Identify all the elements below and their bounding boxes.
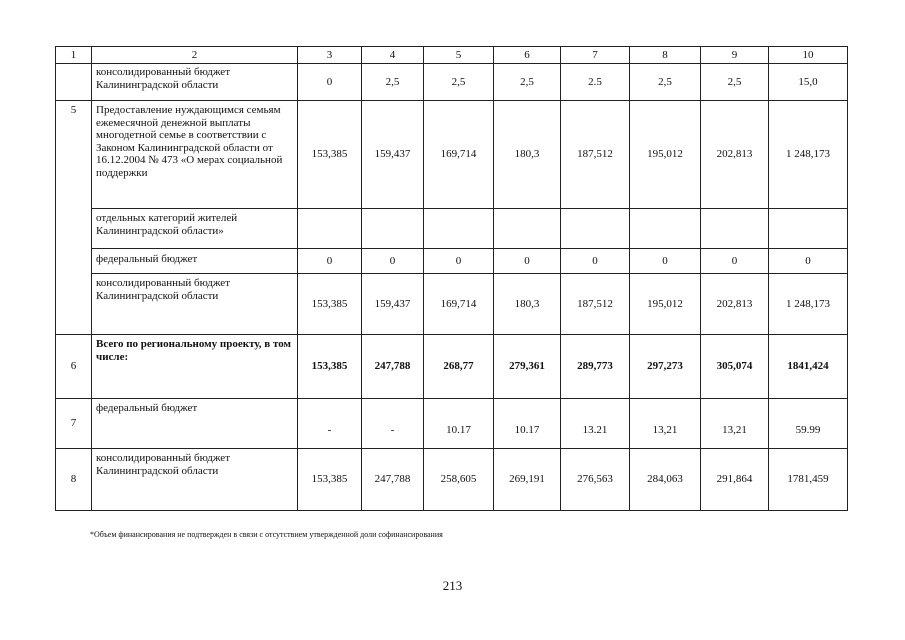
value-cell: 202,813 <box>701 274 769 335</box>
table-row <box>56 209 848 249</box>
row-number: 6 <box>56 335 92 399</box>
value-cell: 258,605 <box>424 449 494 511</box>
value-cell <box>701 209 769 249</box>
row-number <box>56 64 92 101</box>
row-description: Предоставление нуждающимся семьям ежемесячной денежной выплаты многодетной семье в соответствии с Законом Калининградской области от 16.12.2004 № 473 «О мерах социальной поддержки <box>92 101 298 209</box>
value-cell: 187,512 <box>561 274 630 335</box>
column-header: 2 <box>92 47 298 64</box>
column-header: 10 <box>769 47 848 64</box>
value-cell: 305,074 <box>701 335 769 399</box>
footnote: *Объем финансирования не подтвержден в связи с отсутствием утвержденной доли софинансирования <box>90 530 443 539</box>
value-cell: 153,385 <box>298 274 362 335</box>
value-cell: 1 248,173 <box>769 101 848 209</box>
row-description: консолидированный бюджет Калининградской области <box>92 64 298 101</box>
value-cell: 284,063 <box>630 449 701 511</box>
table-row <box>56 274 848 335</box>
value-cell: 187,512 <box>561 101 630 209</box>
column-header: 1 <box>56 47 92 64</box>
row-number: 5 <box>56 101 92 335</box>
value-cell: 13,21 <box>701 399 769 449</box>
value-cell: 159,437 <box>362 274 424 335</box>
value-cell: 195,012 <box>630 101 701 209</box>
value-cell: 2,5 <box>701 64 769 101</box>
value-cell: 10.17 <box>494 399 561 449</box>
row-description: Всего по региональному проекту, в том числе: <box>92 335 298 399</box>
value-cell: 0 <box>298 64 362 101</box>
value-cell: 1841,424 <box>769 335 848 399</box>
value-cell: 2,5 <box>630 64 701 101</box>
table-row <box>56 249 848 274</box>
table-row <box>56 64 848 101</box>
budget-table <box>55 46 848 511</box>
value-cell: 169,714 <box>424 274 494 335</box>
value-cell <box>424 209 494 249</box>
value-cell: 195,012 <box>630 274 701 335</box>
value-cell: 0 <box>561 249 630 274</box>
value-cell: 153,385 <box>298 335 362 399</box>
page-number: 213 <box>442 578 463 593</box>
column-header: 3 <box>298 47 362 64</box>
value-cell: 276,563 <box>561 449 630 511</box>
value-cell: 180,3 <box>494 101 561 209</box>
table-header-row <box>56 47 848 64</box>
value-cell: 0 <box>630 249 701 274</box>
value-cell: 0 <box>494 249 561 274</box>
value-cell: 289,773 <box>561 335 630 399</box>
column-header: 8 <box>630 47 701 64</box>
value-cell: 291,864 <box>701 449 769 511</box>
value-cell: 269,191 <box>494 449 561 511</box>
value-cell: 247,788 <box>362 449 424 511</box>
value-cell: 169,714 <box>424 101 494 209</box>
value-cell: 159,437 <box>362 101 424 209</box>
value-cell <box>362 209 424 249</box>
value-cell: 279,361 <box>494 335 561 399</box>
column-header: 9 <box>701 47 769 64</box>
table-row <box>56 335 848 399</box>
value-cell <box>494 209 561 249</box>
value-cell: 0 <box>298 249 362 274</box>
row-description: консолидированный бюджет Калининградской области <box>92 449 298 511</box>
row-number: 8 <box>56 449 92 511</box>
value-cell: 153,385 <box>298 101 362 209</box>
value-cell <box>561 209 630 249</box>
value-cell: 2.5 <box>561 64 630 101</box>
value-cell: 0 <box>424 249 494 274</box>
value-cell: 297,273 <box>630 335 701 399</box>
value-cell: 2,5 <box>494 64 561 101</box>
column-header: 7 <box>561 47 630 64</box>
table-row <box>56 101 848 209</box>
row-number: 7 <box>56 399 92 449</box>
value-cell: 1 248,173 <box>769 274 848 335</box>
row-description: консолидированный бюджет Калининградской области <box>92 274 298 335</box>
row-description: федеральный бюджет <box>92 249 298 274</box>
value-cell: 247,788 <box>362 335 424 399</box>
value-cell: 2,5 <box>362 64 424 101</box>
value-cell: 13,21 <box>630 399 701 449</box>
column-header: 6 <box>494 47 561 64</box>
value-cell: - <box>362 399 424 449</box>
column-header: 5 <box>424 47 494 64</box>
value-cell: 59.99 <box>769 399 848 449</box>
table-row <box>56 399 848 449</box>
value-cell: 0 <box>701 249 769 274</box>
value-cell: 10.17 <box>424 399 494 449</box>
value-cell: 15,0 <box>769 64 848 101</box>
value-cell: 153,385 <box>298 449 362 511</box>
value-cell: 202,813 <box>701 101 769 209</box>
value-cell: 180,3 <box>494 274 561 335</box>
value-cell: 0 <box>769 249 848 274</box>
value-cell: 268,77 <box>424 335 494 399</box>
row-description: отдельных категорий жителей Калининградской области» <box>92 209 298 249</box>
column-header: 4 <box>362 47 424 64</box>
value-cell <box>298 209 362 249</box>
value-cell <box>769 209 848 249</box>
value-cell: 0 <box>362 249 424 274</box>
value-cell: 2,5 <box>424 64 494 101</box>
value-cell <box>630 209 701 249</box>
value-cell: 13.21 <box>561 399 630 449</box>
table-row <box>56 449 848 511</box>
value-cell: - <box>298 399 362 449</box>
row-description: федеральный бюджет <box>92 399 298 449</box>
value-cell: 1781,459 <box>769 449 848 511</box>
